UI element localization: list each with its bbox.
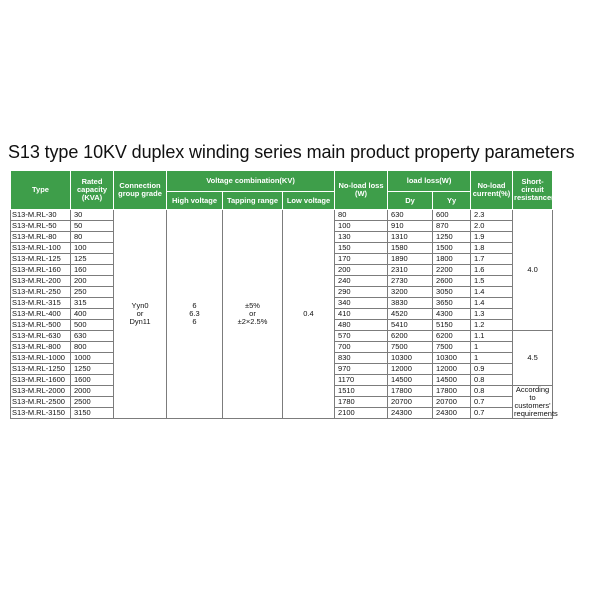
no-load-loss-cell: 130 [335, 232, 388, 243]
no-load-current-cell: 1.2 [471, 320, 513, 331]
header-dy: Dy [388, 192, 433, 210]
tapping-range-cell [223, 210, 283, 419]
load-loss-yy-cell: 1500 [433, 243, 471, 254]
no-load-current-cell: 1.1 [471, 331, 513, 342]
load-loss-yy-cell: 1250 [433, 232, 471, 243]
load-loss-dy-cell: 1310 [388, 232, 433, 243]
capacity-cell: 125 [71, 254, 114, 265]
no-load-current-cell: 2.0 [471, 221, 513, 232]
no-load-loss-cell: 150 [335, 243, 388, 254]
header-type: Type [11, 171, 71, 210]
tapping-range-line: ±5% [245, 301, 260, 310]
capacity-cell: 1600 [71, 375, 114, 386]
header-connection-group: Connection group grade [114, 171, 167, 210]
capacity-cell: 100 [71, 243, 114, 254]
no-load-current-cell: 1.4 [471, 287, 513, 298]
type-cell: S13-M.RL-3150 [11, 408, 71, 419]
no-load-loss-cell: 480 [335, 320, 388, 331]
capacity-cell: 3150 [71, 408, 114, 419]
load-loss-dy-cell: 17800 [388, 386, 433, 397]
no-load-loss-cell: 170 [335, 254, 388, 265]
page-title: S13 type 10KV duplex winding series main product property parameters [8, 142, 575, 162]
load-loss-yy-cell: 1800 [433, 254, 471, 265]
capacity-cell: 315 [71, 298, 114, 309]
connection-group-line: Yyn0 [131, 301, 149, 310]
load-loss-yy-cell: 5150 [433, 320, 471, 331]
no-load-current-cell: 2.3 [471, 210, 513, 221]
load-loss-yy-cell: 3650 [433, 298, 471, 309]
type-cell: S13-M.RL-250 [11, 287, 71, 298]
table-row [11, 210, 553, 221]
no-load-loss-cell: 970 [335, 364, 388, 375]
type-cell: S13-M.RL-160 [11, 265, 71, 276]
connection-group-cell [114, 210, 167, 419]
load-loss-yy-cell: 600 [433, 210, 471, 221]
capacity-cell: 250 [71, 287, 114, 298]
load-loss-yy-cell: 20700 [433, 397, 471, 408]
product-parameters-table [10, 170, 563, 419]
type-cell: S13-M.RL-500 [11, 320, 71, 331]
load-loss-dy-cell: 24300 [388, 408, 433, 419]
type-cell: S13-M.RL-80 [11, 232, 71, 243]
type-cell: S13-M.RL-100 [11, 243, 71, 254]
no-load-current-cell: 1.4 [471, 298, 513, 309]
header-short-circuit: Short-circuit resistance(%) [513, 171, 553, 210]
no-load-current-cell: 1.8 [471, 243, 513, 254]
load-loss-yy-cell: 14500 [433, 375, 471, 386]
no-load-current-cell: 1.5 [471, 276, 513, 287]
no-load-current-cell: 0.8 [471, 375, 513, 386]
capacity-cell: 200 [71, 276, 114, 287]
no-load-loss-cell: 410 [335, 309, 388, 320]
load-loss-dy-cell: 12000 [388, 364, 433, 375]
no-load-current-cell: 1 [471, 342, 513, 353]
no-load-loss-cell: 340 [335, 298, 388, 309]
load-loss-dy-cell: 910 [388, 221, 433, 232]
type-cell: S13-M.RL-2000 [11, 386, 71, 397]
connection-group-line: or [136, 309, 144, 318]
load-loss-dy-cell: 630 [388, 210, 433, 221]
capacity-cell: 30 [71, 210, 114, 221]
no-load-loss-cell: 1170 [335, 375, 388, 386]
low-voltage-cell: 0.4 [283, 210, 335, 419]
no-load-current-cell: 0.8 [471, 386, 513, 397]
no-load-current-cell: 1.9 [471, 232, 513, 243]
no-load-current-cell: 1 [471, 353, 513, 364]
header-tapping-range: Tapping range [223, 192, 283, 210]
header-no-load-loss: No-load loss (W) [335, 171, 388, 210]
short-circuit-cell: 4.5 [513, 331, 553, 386]
no-load-current-cell: 0.9 [471, 364, 513, 375]
no-load-loss-cell: 1780 [335, 397, 388, 408]
capacity-cell: 1250 [71, 364, 114, 375]
no-load-current-cell: 1.6 [471, 265, 513, 276]
capacity-cell: 500 [71, 320, 114, 331]
load-loss-dy-cell: 14500 [388, 375, 433, 386]
connection-group-line: Dyn11 [129, 317, 151, 326]
header-load-loss: load loss(W) [388, 171, 471, 192]
short-circuit-cell: According to customers' requirements [514, 385, 558, 418]
type-cell: S13-M.RL-315 [11, 298, 71, 309]
high-voltage-cell [167, 210, 223, 419]
load-loss-dy-cell: 2310 [388, 265, 433, 276]
type-cell: S13-M.RL-125 [11, 254, 71, 265]
load-loss-yy-cell: 2600 [433, 276, 471, 287]
load-loss-dy-cell: 3200 [388, 287, 433, 298]
short-circuit-cell: 4.0 [513, 210, 553, 331]
no-load-current-cell: 0.7 [471, 397, 513, 408]
tapping-range-line: or [249, 309, 256, 318]
high-voltage-line: 6 [192, 301, 197, 310]
type-cell: S13-M.RL-200 [11, 276, 71, 287]
high-voltage-line: 6 [192, 317, 197, 326]
header-low-voltage: Low voltage [283, 192, 335, 210]
no-load-loss-cell: 80 [335, 210, 388, 221]
capacity-cell: 2500 [71, 397, 114, 408]
load-loss-yy-cell: 10300 [433, 353, 471, 364]
type-cell: S13-M.RL-1600 [11, 375, 71, 386]
header-yy: Yy [433, 192, 471, 210]
load-loss-yy-cell: 7500 [433, 342, 471, 353]
header-voltage-combination: Voltage combination(KV) [167, 171, 335, 192]
load-loss-yy-cell: 870 [433, 221, 471, 232]
load-loss-dy-cell: 1890 [388, 254, 433, 265]
load-loss-yy-cell: 12000 [433, 364, 471, 375]
header-no-load-current: No-load current(%) [471, 171, 513, 210]
capacity-cell: 400 [71, 309, 114, 320]
load-loss-yy-cell: 3050 [433, 287, 471, 298]
load-loss-dy-cell: 3830 [388, 298, 433, 309]
type-cell: S13-M.RL-400 [11, 309, 71, 320]
load-loss-yy-cell: 4300 [433, 309, 471, 320]
load-loss-dy-cell: 2730 [388, 276, 433, 287]
load-loss-dy-cell: 7500 [388, 342, 433, 353]
type-cell: S13-M.RL-50 [11, 221, 71, 232]
no-load-loss-cell: 1510 [335, 386, 388, 397]
no-load-loss-cell: 290 [335, 287, 388, 298]
table-body [11, 210, 558, 419]
type-cell: S13-M.RL-30 [11, 210, 71, 221]
no-load-loss-cell: 100 [335, 221, 388, 232]
load-loss-yy-cell: 17800 [433, 386, 471, 397]
load-loss-dy-cell: 10300 [388, 353, 433, 364]
no-load-loss-cell: 240 [335, 276, 388, 287]
load-loss-dy-cell: 4520 [388, 309, 433, 320]
capacity-cell: 800 [71, 342, 114, 353]
no-load-current-cell: 1.7 [471, 254, 513, 265]
high-voltage-line: 6.3 [189, 309, 200, 318]
load-loss-dy-cell: 20700 [388, 397, 433, 408]
header-high-voltage: High voltage [167, 192, 223, 210]
capacity-cell: 160 [71, 265, 114, 276]
type-cell: S13-M.RL-1250 [11, 364, 71, 375]
capacity-cell: 50 [71, 221, 114, 232]
load-loss-dy-cell: 6200 [388, 331, 433, 342]
type-cell: S13-M.RL-1000 [11, 353, 71, 364]
load-loss-dy-cell: 1580 [388, 243, 433, 254]
no-load-loss-cell: 200 [335, 265, 388, 276]
tapping-range-line: ±2×2.5% [237, 317, 268, 326]
capacity-cell: 630 [71, 331, 114, 342]
load-loss-dy-cell: 5410 [388, 320, 433, 331]
no-load-current-cell: 1.3 [471, 309, 513, 320]
type-cell: S13-M.RL-630 [11, 331, 71, 342]
capacity-cell: 1000 [71, 353, 114, 364]
no-load-current-cell: 0.7 [471, 408, 513, 419]
capacity-cell: 2000 [71, 386, 114, 397]
no-load-loss-cell: 830 [335, 353, 388, 364]
load-loss-yy-cell: 24300 [433, 408, 471, 419]
type-cell: S13-M.RL-2500 [11, 397, 71, 408]
capacity-cell: 80 [71, 232, 114, 243]
header-rated-capacity: Rated capacity (KVA) [71, 171, 114, 210]
no-load-loss-cell: 2100 [335, 408, 388, 419]
type-cell: S13-M.RL-800 [11, 342, 71, 353]
load-loss-yy-cell: 6200 [433, 331, 471, 342]
no-load-loss-cell: 570 [335, 331, 388, 342]
no-load-loss-cell: 700 [335, 342, 388, 353]
load-loss-yy-cell: 2200 [433, 265, 471, 276]
